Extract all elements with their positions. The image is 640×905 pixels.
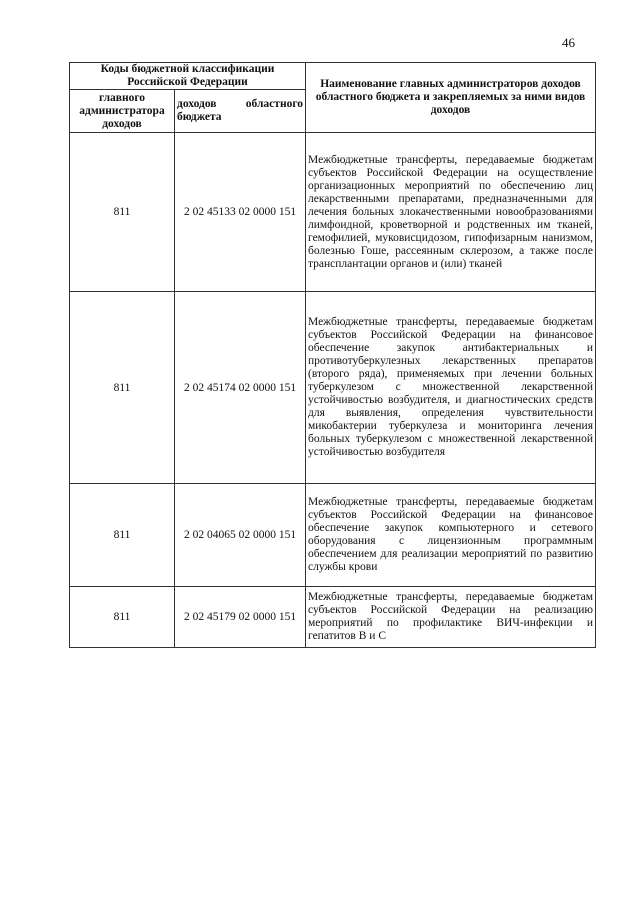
income-code-cell: 2 02 45174 02 0000 151 — [175, 292, 306, 484]
header-income-label: доходов областного бюджета — [177, 98, 303, 123]
admin-code-cell: 811 — [70, 133, 175, 292]
header-admin-column: главного администратора доходов — [70, 90, 175, 133]
page-number: 46 — [562, 35, 575, 50]
admin-code-cell: 811 — [70, 484, 175, 587]
income-name-cell: Межбюджетные трансферты, передаваемые бюджетам субъектов Российской Федерации на финансовое обеспечение закупок антибактериальных и противотуберкулезных лекарственных препаратов (второго ряда), применяемых при лечении больных туберкулезом с множественной лекарственной устойчивостью возбудителя, и диагностических средств для выявления, определения чувствительности микобактерии туберкулеза и мониторинга лечения больных туберкулезом с множественной лекарственной устойчивостью возбудителя — [306, 292, 596, 484]
header-income-column — [175, 90, 306, 133]
table-row — [70, 587, 596, 648]
admin-code-cell: 811 — [70, 587, 175, 648]
income-code-cell: 2 02 45133 02 0000 151 — [175, 133, 306, 292]
income-code-cell: 2 02 04065 02 0000 151 — [175, 484, 306, 587]
header-name-column: Наименование главных администраторов доходов областного бюджета и закрепляемых за ними видов доходов — [306, 63, 596, 133]
header-codes-group: Коды бюджетной классификации Российской Федерации — [70, 63, 306, 90]
income-name-cell: Межбюджетные трансферты, передаваемые бюджетам субъектов Российской Федерации на финансовое обеспечение закупок компьютерного и сетевого оборудования с лицензионным программным обеспечением для реализации мероприятий по развитию службы крови — [306, 484, 596, 587]
income-name-cell: Межбюджетные трансферты, передаваемые бюджетам субъектов Российской Федерации на реализацию мероприятий по профилактике ВИЧ-инфекции и гепатитов B и C — [306, 587, 596, 648]
table-row — [70, 292, 596, 484]
table-row — [70, 133, 596, 292]
budget-classification-table — [69, 62, 596, 648]
admin-code-cell: 811 — [70, 292, 175, 484]
income-name-cell: Межбюджетные трансферты, передаваемые бюджетам субъектов Российской Федерации на осуществление организационных мероприятий по обеспечению лиц лекарственными препаратами, предназначенными для лечения больных злокачественными новообразованиями лимфоидной, кроветворной и родственных им тканей, гемофилией, муковисцидозом, гипофизарным нанизмом, болезнью Гоше, рассеянным склерозом, а также после трансплантации органов и (или) тканей — [306, 133, 596, 292]
income-code-cell: 2 02 45179 02 0000 151 — [175, 587, 306, 648]
table-row — [70, 484, 596, 587]
